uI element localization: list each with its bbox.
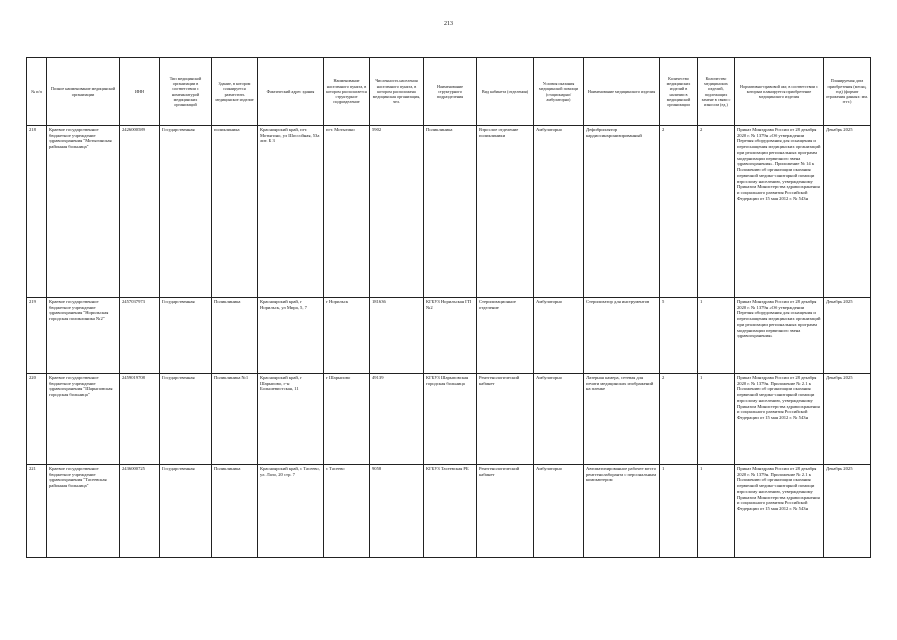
cell-inn: 2459019708 [120,374,160,465]
header-cell: Тип медицинской организации в соответствии с номенклатурой медицинских организаций [160,58,212,126]
cell-num: 219 [27,298,47,374]
header-cell: Наименование населенного пункта, в котором располагается структурное подразделение [324,58,370,126]
cell-cabinet: Рентгенологический кабинет [477,465,534,558]
table-row [27,298,871,374]
cell-qty-available: 1 [660,465,698,558]
cell-qty-replace: 2 [698,126,735,298]
cell-subdivision: КГБУЗ Норильская ГП №2 [424,298,477,374]
cell-org: Краевое государственное бюджетное учреждение здравоохранения "Мотыгинская районная больница" [47,126,120,298]
cell-building: Поликлиника [212,298,258,374]
cell-qty-replace: 1 [698,298,735,374]
header-cell: Наименование медицинского изделия [584,58,660,126]
header-cell: Численность населения населенного пункта, в котором расположена медицинская организация, чел. [370,58,424,126]
cell-type: Государственная [160,374,212,465]
cell-inn: 2457037973 [120,298,160,374]
cell-qty-replace: 1 [698,465,735,558]
cell-subdivision: Поликлиника [424,126,477,298]
equipment-table [26,57,871,558]
cell-qty-available: 2 [660,126,698,298]
cell-locality: г Шарыпово [324,374,370,465]
cell-population: 5902 [370,126,424,298]
cell-act: Приказ Минздрава России от 28 декабря 2020 г. № 1379н «Об утверждении Перечня оборудования для оснащения и переоснащения медицинских организаций при реализации региональных программ модернизации первичного звена здравоохранения» [735,298,824,374]
cell-locality: г Норильск [324,298,370,374]
cell-inn: 2436000725 [120,465,160,558]
cell-locality: пгт. Мотыгино [324,126,370,298]
cell-date: Декабрь 2025 [824,374,871,465]
cell-population: 181636 [370,298,424,374]
cell-population: 9058 [370,465,424,558]
cell-conditions: Амбулаторно [534,374,584,465]
cell-date: Декабрь 2025 [824,298,871,374]
cell-device: Дефибриллятор кардиосинхронизированный [584,126,660,298]
cell-conditions: Амбулаторно [534,126,584,298]
cell-building: поликлиника [212,126,258,298]
header-cell: Количество медицинских изделий, подлежащих замене в связи с износом (ед.) [698,58,735,126]
cell-population: 49139 [370,374,424,465]
cell-locality: с Тасеево [324,465,370,558]
cell-conditions: Амбулаторно [534,298,584,374]
cell-cabinet: Взрослое отделение поликлиники [477,126,534,298]
cell-org: Краевое государственное бюджетное учреждение здравоохранения "Шарыповская городская больница" [47,374,120,465]
cell-qty-replace: 1 [698,374,735,465]
cell-type: Государственная [160,465,212,558]
cell-type: Государственная [160,298,212,374]
cell-type: Государственная [160,126,212,298]
cell-act: Приказ Минздрава России от 28 декабря 2020 г. № 1379н. Приложение № 2.1 к Положению об организации оказания первичной медико-санитарной помощи взрослому населению, утвержденному Приказом Министерства здравоохранения и социального развития Российской Федерации от 15 мая 2012 г. № 543н [735,374,824,465]
cell-org: Краевое государственное бюджетное учреждение здравоохранения "Тасеевская районная больница" [47,465,120,558]
cell-org: Краевое государственное бюджетное учреждение здравоохранения "Норильская городская поликлиника №2" [47,298,120,374]
cell-num: 220 [27,374,47,465]
cell-date: Декабрь 2025 [824,126,871,298]
cell-num: 218 [27,126,47,298]
cell-address: Красноярский край, г Шарыпово, г-н Большевистская, 11 [258,374,324,465]
table-row [27,465,871,558]
header-cell: Вид кабинета (отделения) [477,58,534,126]
cell-address: Красноярский край, с Тасеево, ул. Лазо, 20 стр. 7 [258,465,324,558]
table-row [27,374,871,465]
header-cell: Количество медицинских изделий в наличии в медицинской организации [660,58,698,126]
header-cell: Планируемая дата приобретения (месяц, год) (формат отражения данных: мм. гггг.) [824,58,871,126]
header-cell: Полное наименование медицинской организации [47,58,120,126]
header-cell: Фактический адрес здания [258,58,324,126]
cell-conditions: Амбулаторно [534,465,584,558]
cell-subdivision: КГБУЗ Шарыповская городская больница [424,374,477,465]
cell-address: Красноярский край, г Норильск, ул Мира, 5, 7 [258,298,324,374]
cell-device: Лазерная камера, сетевая для печати медицинских изображений на пленке [584,374,660,465]
cell-qty-available: 2 [660,374,698,465]
cell-device: Стерилизатор для инструментов [584,298,660,374]
cell-building: Поликлиника [212,465,258,558]
header-cell: Наименование структурного подразделения [424,58,477,126]
cell-device: Автоматизированное рабочее место рентгенолаборанта с персональным компьютером [584,465,660,558]
cell-building: Поликлиника №1 [212,374,258,465]
cell-cabinet: Стерилизационное отделение [477,298,534,374]
page-number: 213 [444,21,453,27]
table-header-row [27,58,871,126]
cell-date: Декабрь 2025 [824,465,871,558]
header-cell: Здание, в котором планируется разместить медицинское изделие [212,58,258,126]
cell-qty-available: 5 [660,298,698,374]
cell-act: Приказ Минздрава России от 28 декабря 2020 г. № 1379н. Приложение № 2.1 к Положению об организации оказания первичной медико-санитарной помощи взрослому населению, утвержденному Приказом Министерства здравоохранения и социального развития Российской Федерации от 15 мая 2012 г. № 543н [735,465,824,558]
cell-cabinet: Рентгенологический кабинет [477,374,534,465]
cell-subdivision: КГБУЗ Тасеевская РБ [424,465,477,558]
header-cell: Нормативно-правовой акт, в соответствии с которым планируется приобретение медицинского изделия [735,58,824,126]
header-cell: Условия оказания медицинской помощи (стационарно/амбулаторно) [534,58,584,126]
cell-act: Приказ Минздрава России от 28 декабря 2020 г. № 1379н «Об утверждении Перечня оборудования для оснащения и переоснащения медицинских организаций при реализации региональных программ модернизации первичного звена здравоохранения». Приложение № 14 к Положению об организации оказания первичной медико-санитарной помощи взрослому населению, утвержденному Приказом Министерства здравоохранения и социального развития Российской Федерации от 15 мая 2012 г. № 543н [735,126,824,298]
cell-address: Красноярский край, пгт. Мотыгино, ул Шосссйная, 53а лит. Б 3 [258,126,324,298]
cell-inn: 2426000589 [120,126,160,298]
header-cell: № п/п [27,58,47,126]
table-row [27,126,871,298]
cell-num: 221 [27,465,47,558]
header-cell: ИНН [120,58,160,126]
